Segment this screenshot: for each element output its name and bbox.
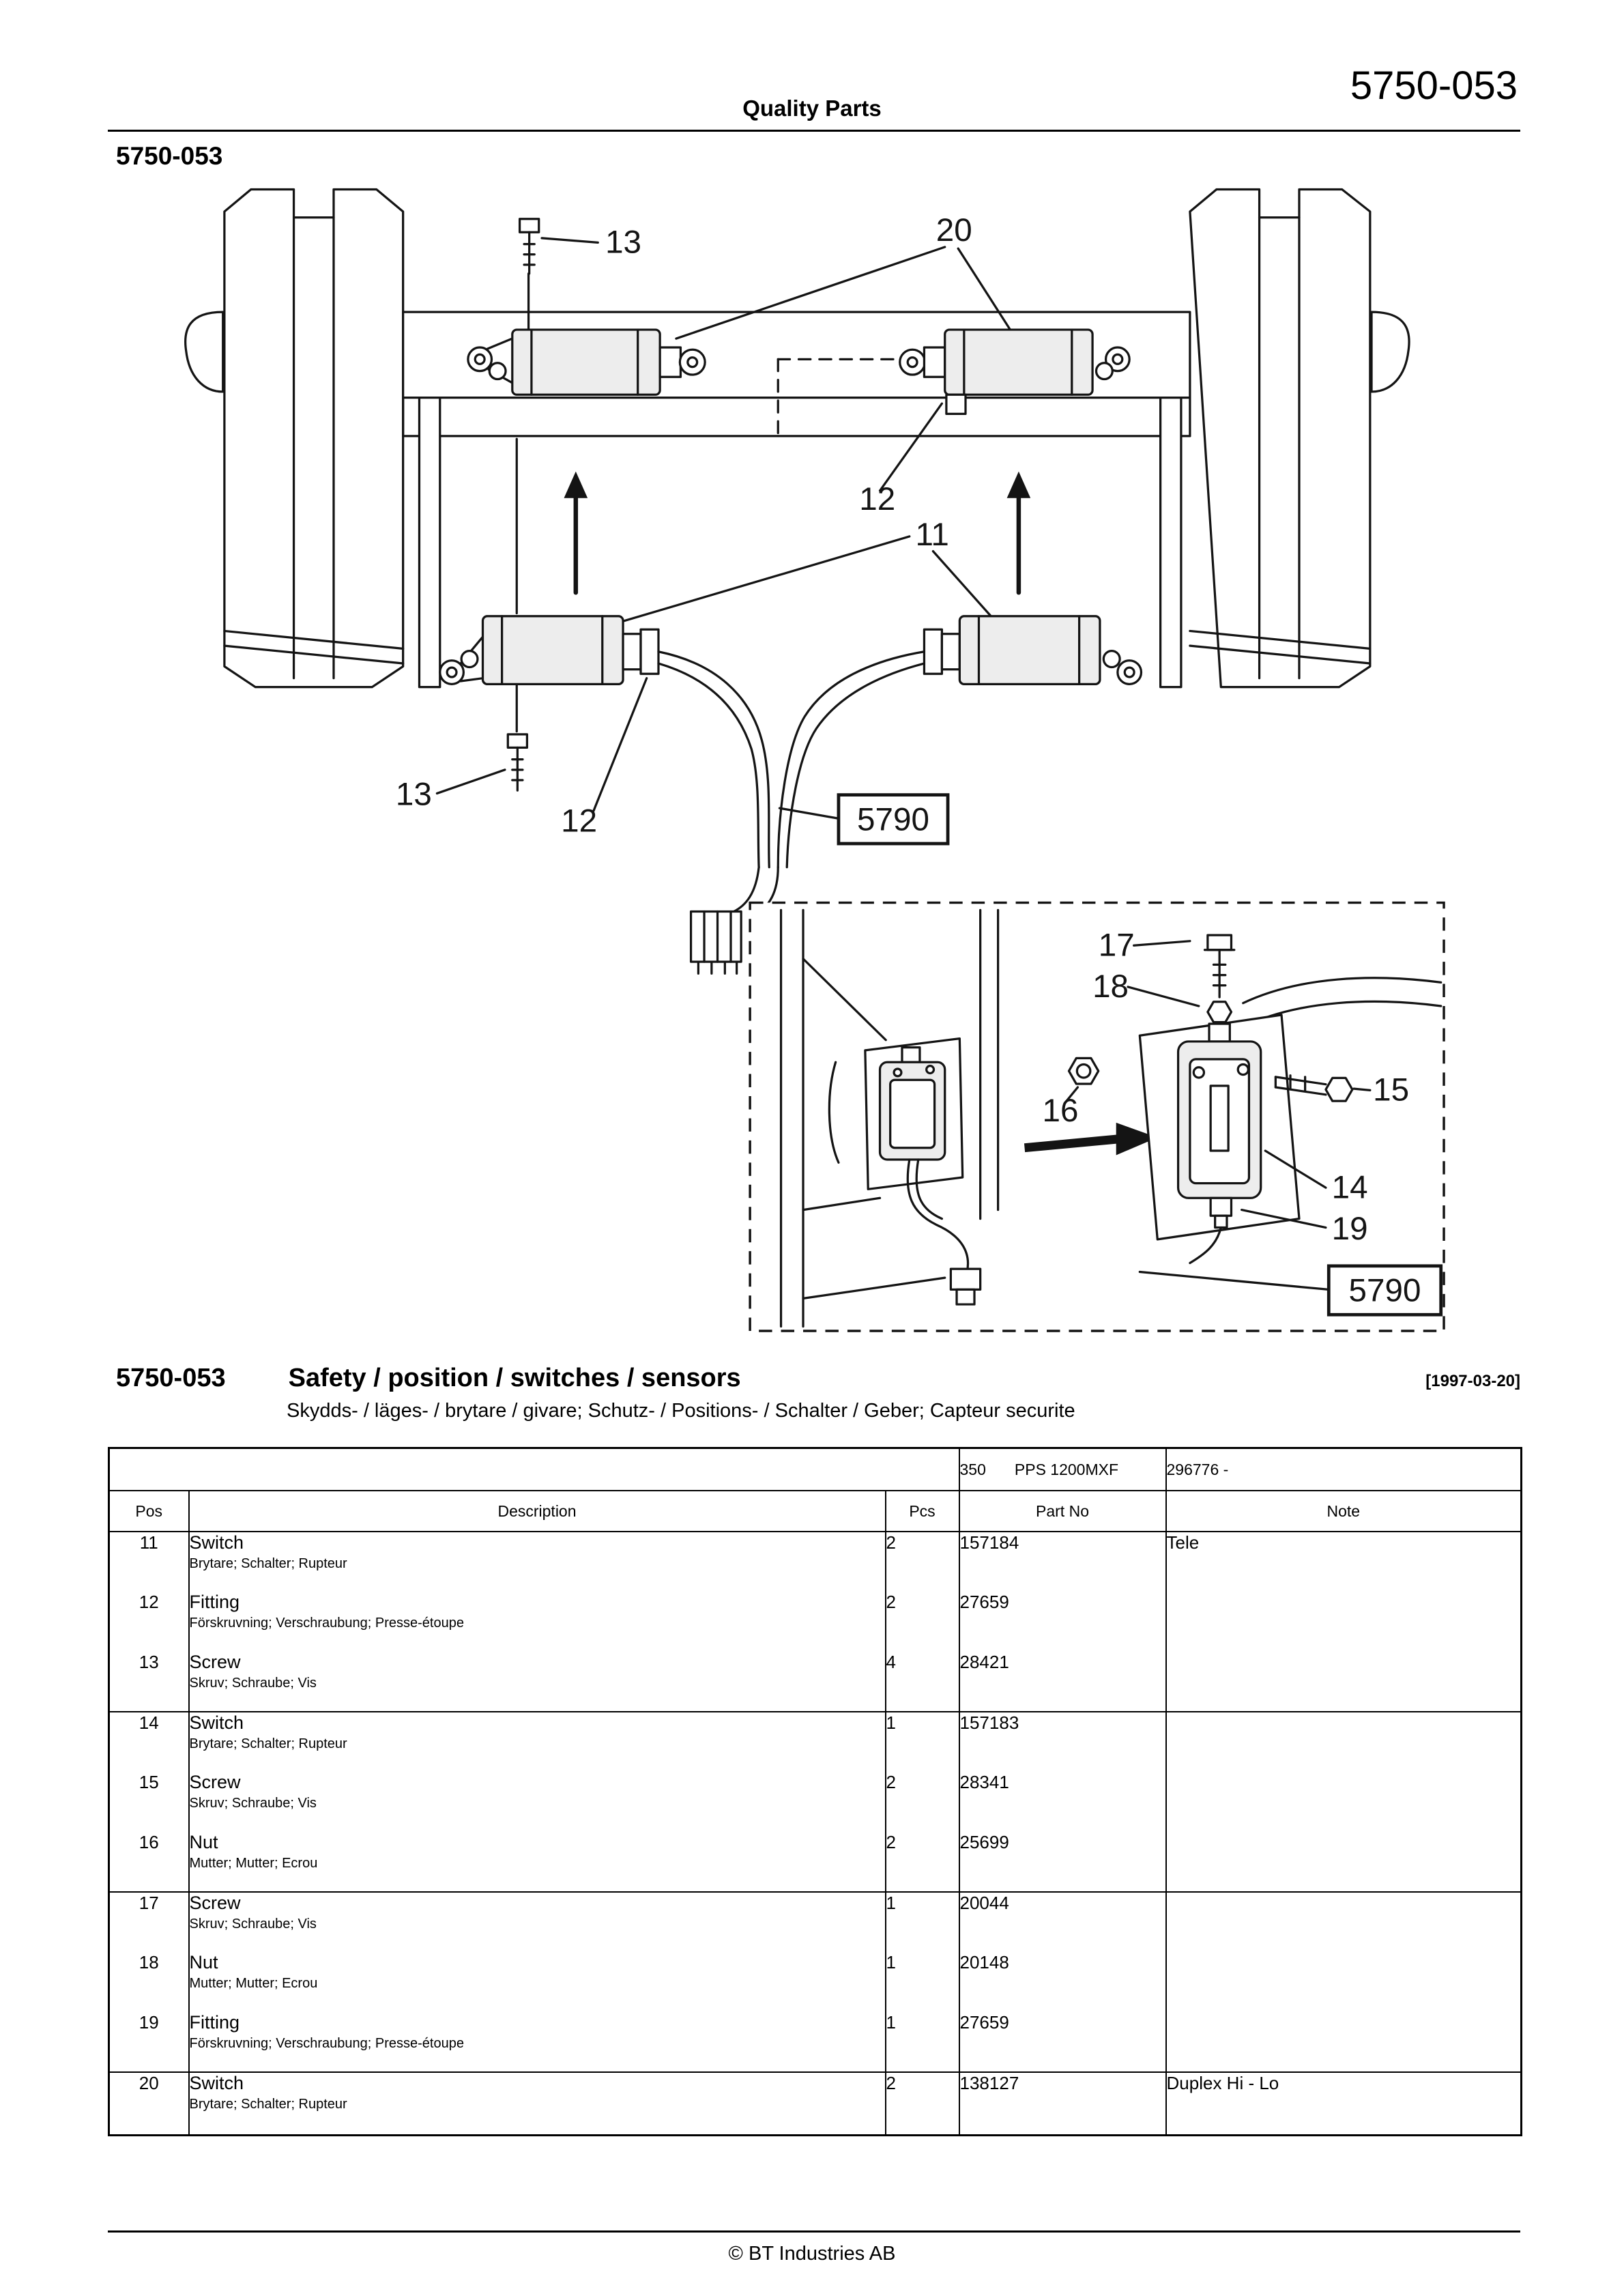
section-date: [1997-03-20]: [1425, 1372, 1520, 1390]
description-cell: [189, 1892, 886, 1952]
pcs-cell: 2: [886, 1772, 959, 1832]
description-cell: [189, 2012, 886, 2072]
section-number: 5750-053: [116, 1364, 226, 1392]
callout-19: 19: [1331, 1210, 1368, 1247]
pcs-cell: 1: [886, 1892, 959, 1952]
table-row: [109, 1772, 1522, 1832]
screw-13-bottom-icon: [508, 734, 527, 790]
table-row: [109, 1952, 1522, 2012]
note-cell: [1166, 1892, 1522, 1952]
pos-cell: 14: [139, 1712, 159, 1733]
note-cell: [1166, 1712, 1522, 1772]
page-title: Quality Parts: [742, 96, 882, 121]
pos-cell: 13: [109, 1652, 189, 1712]
doc-number: 5750-053: [1350, 63, 1518, 108]
leader-12-upper: [880, 403, 942, 491]
part-no-cell: 20044: [959, 1892, 1166, 1952]
col-description: Description: [189, 1491, 886, 1532]
section-subtitle: Skydds- / läges- / brytare / givare; Schutz- / Positions- / Schalter / Geber; Capteur securite: [287, 1400, 1075, 1422]
desc-main: Screw: [189, 1652, 241, 1672]
desc-main: Switch: [189, 1712, 244, 1733]
serial-range: 296776 -: [1166, 1460, 1229, 1478]
desc-sub: Mutter; Mutter; Ecrou: [189, 1976, 318, 1991]
part-no-cell: 28341: [959, 1772, 1166, 1832]
pos-cell: 20: [139, 2073, 159, 2093]
model-series: 350: [959, 1460, 986, 1478]
footer-rule: [108, 2230, 1520, 2233]
cable-harness: [658, 652, 924, 916]
desc-sub: Mutter; Mutter; Ecrou: [189, 1856, 318, 1871]
note-cell: Tele: [1166, 1532, 1522, 1592]
pcs-cell: 1: [886, 1712, 959, 1772]
arrow-up-left: [564, 472, 588, 592]
description-cell: [189, 1712, 886, 1772]
nut-18-icon: [1208, 1002, 1232, 1022]
desc-main: Screw: [189, 1772, 241, 1792]
table-row: [109, 1832, 1522, 1892]
desc-sub: Brytare; Schalter; Rupteur: [189, 1736, 347, 1751]
desc-sub: Brytare; Schalter; Rupteur: [189, 1556, 347, 1571]
parts-diagram: [0, 176, 1624, 1358]
section-heading: [116, 1364, 1520, 1422]
desc-sub: Brytare; Schalter; Rupteur: [189, 2097, 347, 2112]
inset-detail: [750, 903, 1444, 1331]
desc-main: Switch: [189, 1532, 244, 1553]
callout-13b: 13: [395, 776, 432, 813]
note-cell: [1166, 1652, 1522, 1712]
pos-cell: 11: [139, 1532, 158, 1553]
callout-14: 14: [1331, 1169, 1368, 1206]
callout-12: 12: [859, 481, 896, 518]
leader-13-top: [542, 238, 598, 242]
table-row: [109, 1712, 1522, 1772]
note-cell: Duplex Hi - Lo: [1166, 2072, 1522, 2135]
parts-table: [108, 1447, 1522, 2136]
table-row: [109, 2072, 1522, 2135]
callout-12b: 12: [561, 803, 598, 840]
pcs-cell: 2: [886, 1532, 959, 1592]
part-no-cell: 157184: [959, 1532, 1166, 1592]
pcs-cell: 2: [886, 1832, 959, 1892]
model-cell: [959, 1448, 1166, 1491]
model-name: PPS 1200MXF: [1014, 1460, 1119, 1478]
desc-main: Switch: [189, 2073, 244, 2093]
description-cell: [189, 1772, 886, 1832]
note-cell: [1166, 1592, 1522, 1652]
callout-20: 20: [936, 212, 972, 249]
leader-13-bottom: [437, 770, 505, 794]
pcs-cell: 1: [886, 1952, 959, 2012]
part-no-cell: 138127: [959, 2072, 1166, 2135]
desc-main: Nut: [189, 1952, 218, 1972]
col-pos: Pos: [109, 1491, 189, 1532]
mast-right: [1190, 190, 1409, 687]
description-cell: [189, 1952, 886, 2012]
pcs-cell: 4: [886, 1652, 959, 1712]
table-row: [109, 2012, 1522, 2072]
callout-18: 18: [1092, 968, 1129, 1005]
pos-cell: 18: [139, 1952, 159, 1972]
desc-sub: Skruv; Schraube; Vis: [189, 1676, 317, 1691]
pos-cell: 19: [109, 2012, 189, 2072]
leader-11b: [933, 551, 994, 620]
note-cell: [1166, 2012, 1522, 2072]
desc-sub: Förskruvning; Verschraubung; Presse-étoupe: [189, 2036, 464, 2051]
description-cell: [189, 1532, 886, 1592]
screw-13-top-icon: [520, 219, 539, 274]
part-no-cell: 27659: [959, 1592, 1166, 1652]
part-no-cell: 28421: [959, 1652, 1166, 1712]
figure-label: 5750-053: [116, 142, 223, 170]
callout-15: 15: [1373, 1072, 1410, 1108]
ref-box-5790-upper: [779, 795, 948, 844]
part-no-cell: 20148: [959, 1952, 1166, 2012]
pos-cell: 12: [139, 1592, 159, 1612]
pos-cell: 16: [109, 1832, 189, 1892]
connector: [691, 912, 742, 974]
ref-label-5790b: 5790: [1348, 1272, 1421, 1309]
header-rule: [108, 130, 1520, 132]
col-note: Note: [1166, 1491, 1522, 1532]
desc-main: Fitting: [189, 1592, 240, 1612]
pcs-cell: 2: [886, 2072, 959, 2135]
pcs-cell: 2: [886, 1592, 959, 1652]
part-no-cell: 25699: [959, 1832, 1166, 1892]
pcs-cell: 1: [886, 2012, 959, 2072]
serial-cell: [1166, 1448, 1522, 1491]
desc-main: Nut: [189, 1832, 218, 1852]
switch-11-right: [924, 616, 1141, 685]
col-pcs: Pcs: [886, 1491, 959, 1532]
leader-11a: [620, 536, 910, 622]
desc-sub: Förskruvning; Verschraubung; Presse-étoupe: [189, 1616, 464, 1631]
table-row: [109, 1532, 1522, 1592]
part-no-cell: 27659: [959, 2012, 1166, 2072]
ref-label-5790: 5790: [857, 801, 929, 838]
callout-11: 11: [915, 516, 949, 553]
footer-copyright: © BT Industries AB: [728, 2243, 896, 2265]
note-cell: [1166, 1772, 1522, 1832]
table-row: [109, 1892, 1522, 1952]
model-empty-cell: [109, 1448, 959, 1491]
note-cell: [1166, 1832, 1522, 1892]
desc-sub: Skruv; Schraube; Vis: [189, 1796, 317, 1811]
mast-left: [186, 190, 403, 687]
nut-16-icon: [1069, 1058, 1098, 1084]
callout-13: 13: [605, 224, 642, 261]
table-row: [109, 1592, 1522, 1652]
leader-15: [1354, 1089, 1370, 1090]
switch-11-left: [440, 616, 658, 685]
col-part-no: Part No: [959, 1491, 1166, 1532]
desc-sub: Skruv; Schraube; Vis: [189, 1917, 317, 1932]
pos-cell: 17: [139, 1893, 159, 1913]
note-cell: [1166, 1952, 1522, 2012]
column-header-row: [109, 1491, 1522, 1532]
desc-main: Fitting: [189, 2012, 240, 2033]
switch-14: [1178, 1024, 1261, 1198]
part-no-cell: 157183: [959, 1712, 1166, 1772]
description-cell: [189, 2072, 886, 2135]
desc-main: Screw: [189, 1893, 241, 1913]
pos-cell: 15: [139, 1772, 159, 1792]
callout-17: 17: [1098, 927, 1135, 964]
description-cell: [189, 1592, 886, 1652]
callout-16: 16: [1042, 1092, 1079, 1129]
leader-12-lower: [594, 678, 647, 812]
description-cell: [189, 1832, 886, 1892]
arrow-up-right: [1007, 472, 1031, 592]
section-title: Safety / position / switches / sensors: [288, 1364, 741, 1392]
model-row: [109, 1448, 1522, 1491]
description-cell: [189, 1652, 886, 1712]
table-row: [109, 1652, 1522, 1712]
